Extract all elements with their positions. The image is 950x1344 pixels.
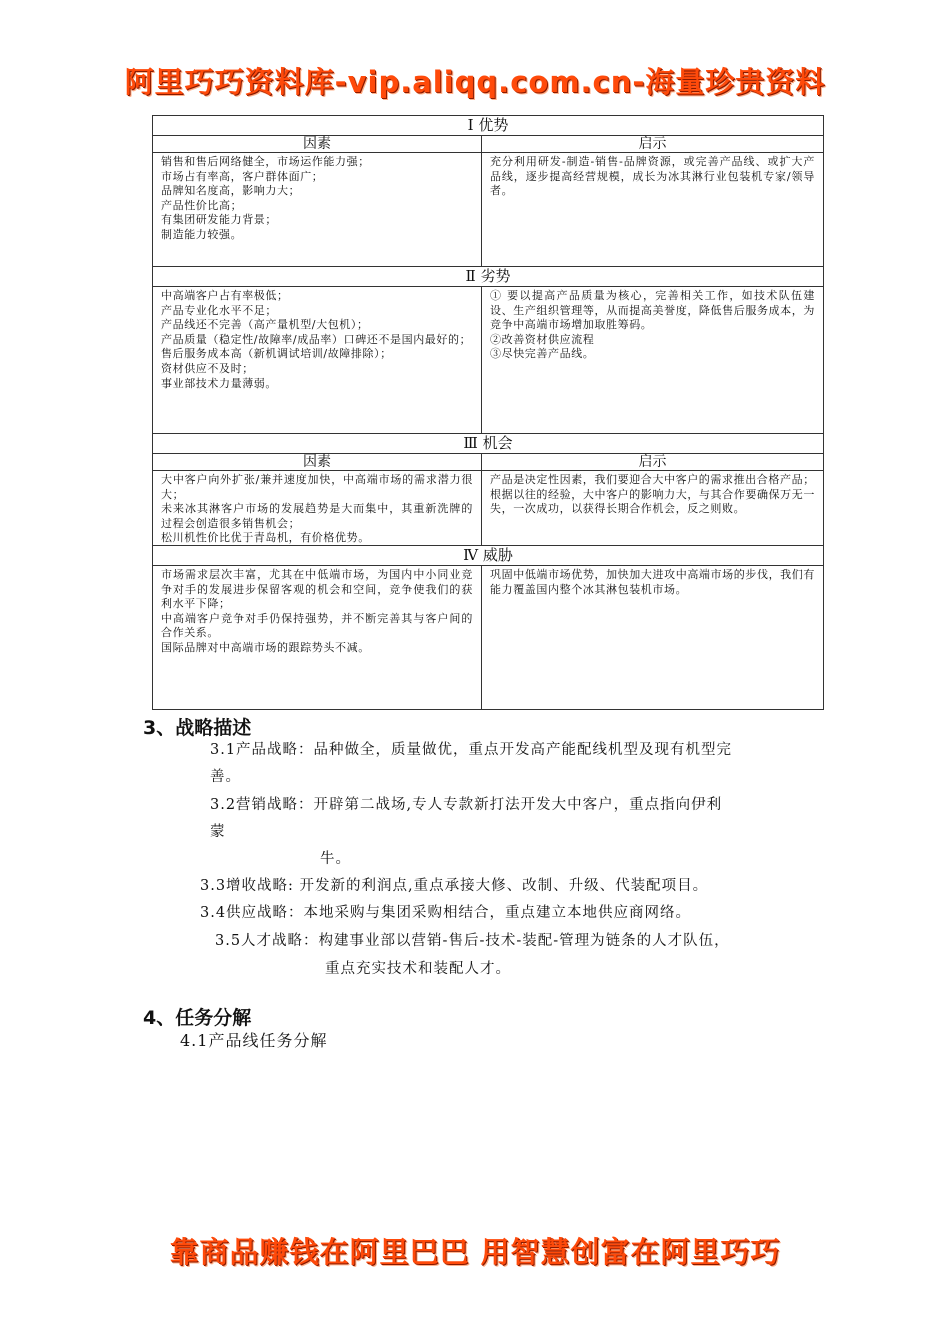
header-banner: 阿里巧巧资料库-vip.aliqq.com.cn-海量珍贵资料 [124, 65, 826, 99]
strategy-marketing-line3: 牛。 [320, 851, 351, 867]
list-item: 资材供应不及时； [161, 361, 254, 375]
footer-banner: 靠商品赚钱在阿里巴巴 用智慧创富在阿里巧巧 [169, 1235, 781, 1269]
list-item: 事业部技术力量薄弱。 [161, 376, 277, 390]
list-item: 产品性价比高； [161, 198, 243, 212]
opportunities-insights [482, 471, 823, 545]
threats-factors [153, 566, 481, 709]
list-item: 产品线还不完善（高产量机型/大包机）； [161, 318, 369, 332]
list-item: 市场需求层次丰富，尤其在中低端市场，为国内中小同业竞争对手的发展进步保留客观的机会和空间，竞争使我们的获利水平下降； [161, 568, 473, 611]
section3-heading: 3、战略描述 [143, 717, 252, 739]
list-item: 充分利用研发-制造-销售-品牌资源，或完善产品线、或扩大产品线，逐步提高经营规模，成长为冰其淋行业包装机专家/领导者。 [490, 155, 815, 198]
strategy-revenue: 3.3增收战略: 开发新的利润点,重点承接大修、改制、升级、代装配项目。 [200, 878, 709, 894]
strengths-insights [482, 153, 823, 266]
list-item: ① 要以提高产品质量为核心，完善相关工作，如技术队伍建设、生产组织管理等，从而提高美誉度，降低售后服务成本，为竞争中高端市场增加取胜筹码。 [490, 289, 815, 332]
list-item: 有集团研发能力背景； [161, 213, 277, 227]
weaknesses-title: Ⅱ 劣势 [153, 266, 823, 287]
weaknesses-factors [153, 287, 481, 433]
list-item: 产品专业化水平不足； [161, 303, 277, 317]
list-item: 售后服务成本高（新机调试培训/故障排除）； [161, 347, 392, 361]
list-item: 中高端客户占有率极低； [161, 289, 289, 302]
strategy-product-line2: 善。 [210, 769, 241, 785]
list-item: 销售和售后网络健全，市场运作能力强； [161, 155, 370, 168]
list-item: 制造能力较强。 [161, 227, 243, 241]
section4-heading: 4、任务分解 [143, 1007, 252, 1029]
strategy-marketing-line1: 3.2营销战略：开辟第二战场,专人专款新打法开发大中客户，重点指向伊利 [210, 797, 723, 813]
strengths-factors [153, 153, 481, 266]
strategy-marketing-line2: 蒙 [210, 824, 226, 840]
list-item: 市场占有率高，客户群体面广； [161, 169, 324, 183]
list-item: 产品质量（稳定性/故障率/成品率）口碑还不是国内最好的； [161, 332, 472, 346]
threats-insights [482, 566, 823, 709]
task-product-line: 4.1产品线任务分解 [180, 1031, 328, 1050]
list-item: 松川机性价比优于青岛机，有价格优势。 [161, 531, 370, 545]
list-item: ②改善资材供应流程 [490, 332, 595, 346]
strengths-insight-header: 启示 [482, 136, 823, 153]
strategy-talent-line1: 3.5人才战略：构建事业部以营销-售后-技术-装配-管理为链条的人才队伍， [215, 933, 730, 949]
weaknesses-insights [482, 287, 823, 433]
list-item: 品牌知名度高，影响力大； [161, 184, 301, 198]
swot-table [152, 115, 824, 710]
opportunities-factor-header: 因素 [153, 454, 481, 471]
opportunities-factors [153, 471, 481, 545]
threats-title: Ⅳ 威胁 [153, 545, 823, 566]
list-item: 未来冰其淋客户市场的发展趋势是大而集中，其重新洗牌的过程会创造很多销售机会； [161, 502, 473, 530]
list-item: ③尽快完善产品线。 [490, 347, 595, 361]
list-item: 巩固中低端市场优势，加快加大进攻中高端市场的步伐，我们有能力覆盖国内整个冰其淋包装机市场。 [490, 568, 815, 596]
opportunities-insight-header: 启示 [482, 454, 823, 471]
strategy-product-line1: 3.1产品战略：品种做全，质量做优，重点开发高产能配线机型及现有机型完 [210, 742, 733, 758]
list-item: 根据以往的经验，大中客户的影响力大，与其合作要确保万无一失，一次成功，以获得长期合作机会，反之则败。 [490, 487, 815, 516]
strategy-talent-line2: 重点充实技术和装配人才。 [325, 961, 511, 977]
list-item: 中高端客户竞争对手仍保持强势，并不断完善其与客户间的合作关系。 [161, 611, 473, 640]
opportunities-title: Ⅲ 机会 [153, 433, 823, 454]
strengths-title: Ⅰ 优势 [153, 116, 823, 136]
strengths-factor-header: 因素 [153, 136, 481, 153]
list-item: 大中客户向外扩张/兼并速度加快，中高端市场的需求潜力很大； [161, 473, 473, 501]
strategy-supply: 3.4供应战略：本地采购与集团采购相结合，重点建立本地供应商网络。 [200, 905, 692, 921]
list-item: 产品是决定性因素，我们要迎合大中客户的需求推出合格产品； [490, 473, 815, 486]
list-item: 国际品牌对中高端市场的跟踪势头不减。 [161, 640, 370, 654]
